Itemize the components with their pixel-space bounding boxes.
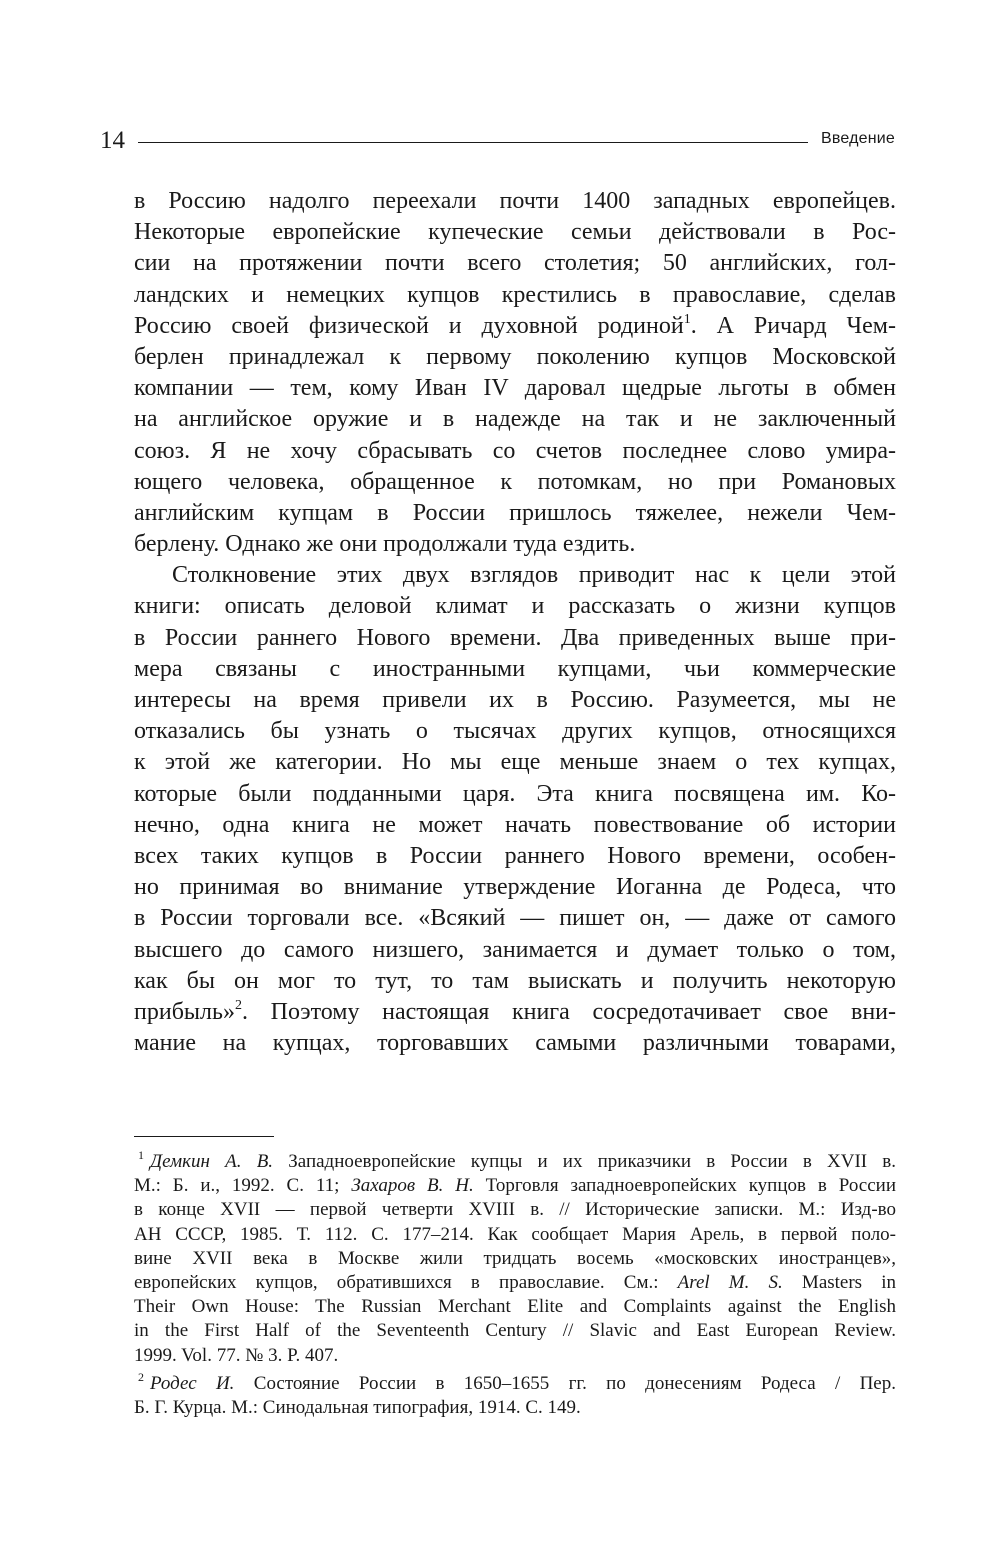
- footnote-1: [134, 1150, 896, 1368]
- author-name: Демкин А. В.: [150, 1151, 274, 1172]
- running-head: Введение: [820, 130, 895, 147]
- footnote-line: АН СССР, 1985. Т. 112. С. 177–214. Как сообщает Мария Арель, в первой поло-: [134, 1223, 896, 1245]
- text-segment: европейских купцов, обратившихся в православие. См.:: [134, 1271, 678, 1293]
- text-line: берлену. Однако же они продолжали туда ездить.: [134, 531, 636, 558]
- page-number: 14: [100, 127, 125, 154]
- text-line: нечно, одна книга не может начать повествование об истории: [134, 811, 896, 838]
- text-line: как бы он мог то тут, то там выискать и получить некоторую: [134, 967, 896, 994]
- footnote-line: [134, 1174, 896, 1198]
- footnote-line: [134, 1150, 896, 1174]
- footnote-ref-2[interactable]: 2: [234, 997, 242, 1013]
- text-segment: прибыль»: [134, 998, 235, 1025]
- footnote-2: [134, 1369, 896, 1420]
- footnotes: [134, 1150, 896, 1420]
- text-line: которые были подданными царя. Эта книга посвящена им. Ко-: [134, 780, 896, 807]
- page-header: [100, 126, 895, 156]
- text-line: мание на купцах, торговавших самыми различными товарами,: [134, 1030, 896, 1057]
- text-line: но принимая во внимание утверждение Иоганна де Родеса, что: [134, 874, 896, 901]
- footnote-line: в конце XVII — первой четверти XVIII в. // Исторические записки. М.: Изд-во: [134, 1199, 896, 1221]
- header-rule: [138, 142, 808, 143]
- footnote-line: Their Own House: The Russian Merchant Elite and Complaints against the English: [134, 1296, 896, 1318]
- text-line: берлен принадлежал к первому поколению купцов Московской: [134, 343, 896, 370]
- text-line: в Россию надолго переехали почти 1400 западных европейцев.: [134, 188, 896, 214]
- text-segment: Masters in: [782, 1271, 897, 1293]
- text-line: английским купцам в России пришлось тяжелее, нежели Чем-: [134, 499, 896, 526]
- author-name: Родес И.: [150, 1372, 235, 1394]
- footnote-line: [134, 1369, 896, 1396]
- text-line: Некоторые европейские купеческие семьи действовали в Рос-: [134, 219, 896, 246]
- text-line: мера связаны с иностранными купцами, чьи коммерческие: [134, 655, 896, 682]
- text-segment: Западноевропейские купцы и их приказчики в России в XVII в.: [273, 1151, 897, 1172]
- text-segment: Состояние России в 1650–1655 гг. по донесениям Родеса / Пер.: [234, 1372, 896, 1394]
- footnote-mark: 2: [138, 1369, 144, 1384]
- author-name: Arel M. S.: [677, 1271, 783, 1293]
- text-line: компании — тем, кому Иван IV даровал щедрые льготы в обмен: [134, 375, 896, 402]
- text-segment: . А Ричард Чем-: [690, 312, 896, 339]
- text-line: Столкновение этих двух взглядов приводит нас к цели этой: [172, 562, 896, 589]
- text-line: высшего до самого низшего, занимается и думает только о том,: [134, 936, 896, 963]
- footnote-line: [134, 1271, 896, 1295]
- text-segment: Торговля западноевропейских купцов в России: [473, 1175, 896, 1197]
- text-line: интересы на время привели их в Россию. Разумеется, мы не: [134, 687, 896, 713]
- footnote-line: вине XVII века в Москве жили тридцать восемь «московских иностранцев»,: [134, 1247, 896, 1269]
- text-line: ландских и немецких купцов крестились в православие, сделав: [134, 281, 896, 308]
- text-line: отказались бы узнать о тысячах других купцов, относящихся: [134, 718, 896, 745]
- footnote-line: in the First Half of the Seventeenth Century // Slavic and East European Review.: [134, 1320, 896, 1342]
- footnote-rule: [134, 1136, 274, 1137]
- footnote-line: 1999. Vol. 77. № 3. P. 407.: [134, 1344, 339, 1366]
- text-line: в России раннего Нового времени. Два приведенных выше при-: [134, 624, 896, 651]
- text-line: сии на протяжении почти всего столетия; 50 английских, гол-: [134, 250, 896, 277]
- footnote-ref-1[interactable]: 1: [683, 311, 691, 327]
- text-line: в России торговали все. «Всякий — пишет он, — даже от самого: [134, 905, 896, 932]
- author-name: Захаров В. Н.: [351, 1175, 474, 1197]
- text-line: на английское оружие и в надежде на так и не заключенный: [134, 406, 896, 433]
- text-line: всех таких купцов в России раннего Нового времени, особен-: [134, 842, 896, 869]
- text-line: [134, 311, 896, 342]
- text-line: союз. Я не хочу сбрасывать со счетов последнее слово умира-: [134, 437, 896, 464]
- text-segment: . Поэтому настоящая книга сосредотачивает свое вни-: [241, 998, 896, 1025]
- text-segment: М.: Б. и., 1992. С. 11;: [134, 1175, 352, 1197]
- text-line: к этой же категории. Но мы еще меньше знаем о тех купцах,: [134, 749, 896, 776]
- text-segment: Россию своей физической и духовной родиной: [134, 312, 684, 339]
- text-line: [134, 997, 896, 1028]
- text-line: ющего человека, обращенное к потомкам, но при Романовых: [134, 468, 896, 495]
- footnote-mark: 1: [138, 1148, 144, 1162]
- body-text: [134, 186, 896, 1059]
- text-line: книги: описать деловой климат и рассказать о жизни купцов: [134, 593, 896, 620]
- footnote-line: Б. Г. Курца. М.: Синодальная типография, 1914. С. 149.: [134, 1396, 581, 1418]
